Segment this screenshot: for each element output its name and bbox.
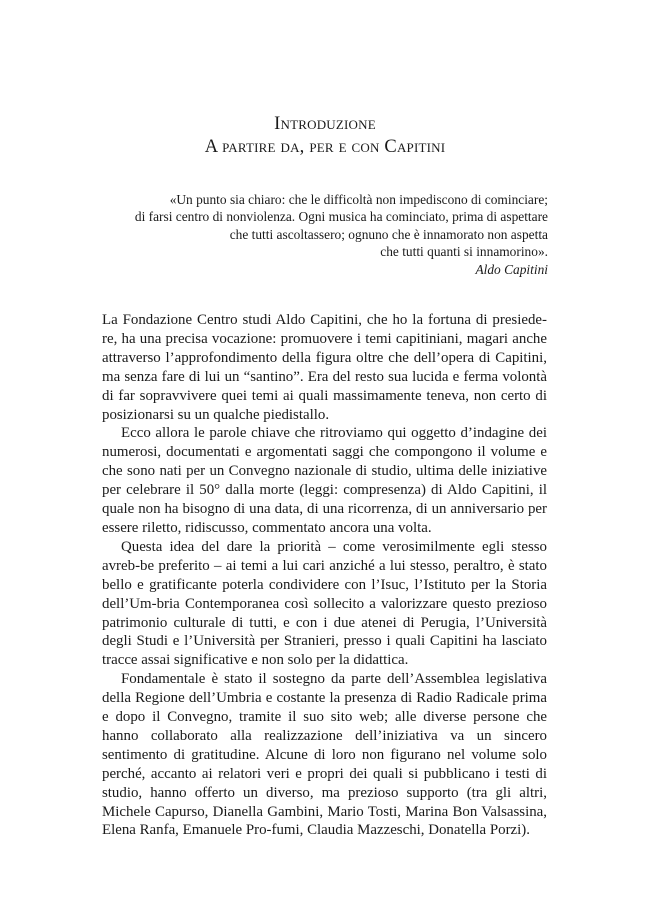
paragraph: Ecco allora le parole chiave che ritroviamo qui oggetto d’indagine dei numerosi, documentati e argomentati saggi che compongono il volume e che sono nati per un Convegno nazionale di studio, ultima delle iniziative per celebrare il 50° dalla morte (leggi: compresenza) di Aldo Capitini, il quale non ha bisogno di una data, di una ricorrenza, di un anniversario per essere riletto, ridiscusso, commentato ancora una volta. bbox=[102, 425, 547, 536]
epigraph-line: di farsi centro di nonviolenza. Ogni musica ha cominciato, prima di aspettare bbox=[134, 209, 548, 225]
epigraph-line: che tutti ascoltassero; ognuno che è innamorato non aspetta bbox=[229, 226, 548, 242]
paragraph: La Fondazione Centro studi Aldo Capitini, che ho la fortuna di presiede-re, ha una precisa vocazione: promuovere i temi capitiniani, magari anche attraverso l’approfondimento della figura oltre che dell’opera di Capitini, ma senza fare di lui un “santino”. Era del resto sua lucida e ferma volontà di far sopravvivere quei temi ai quali massimamente teneva, non certo di posizionarsi su un qualche piedistallo. bbox=[102, 312, 547, 423]
chapter-heading bbox=[0, 113, 650, 159]
chapter-title: Introduzione bbox=[274, 114, 376, 134]
epigraph-line: «Un punto sia chiaro: che le difficoltà non impediscono di cominciare; bbox=[169, 192, 548, 207]
paragraph: Fondamentale è stato il sostegno da parte dell’Assemblea legislativa della Regione dell’Umbria e costante la presenza di Radio Radicale prima e dopo il Convegno, tramite il suo sito web; alle diverse persone che hanno collaborato alla realizzazione dell’iniziativa va un sincero sentimento di gratitudine. Alcune di loro non figurano nel volume solo perché, accanto ai relatori veri e propri dei quali si pubblicano i testi di studio, hanno offerto un diverso, ma prezioso supporto (tra gli altri, Michele Capurso, Dianella Gambini, Mario Tosti, Marina Bon Valsassina, Elena Ranfa, Emanuele Pro-fumi, Claudia Mazzeschi, Donatella Porzi). bbox=[102, 671, 547, 839]
chapter-subtitle: A partire da, per e con Capitini bbox=[204, 137, 446, 157]
epigraph-line: che tutti quanti si innamorino». bbox=[380, 244, 548, 260]
epigraph-author: Aldo Capitini bbox=[475, 261, 548, 277]
epigraph-quote bbox=[135, 191, 548, 278]
body-text bbox=[102, 311, 547, 840]
paragraph: Questa idea del dare la priorità – come verosimilmente egli stesso avreb-be preferito – ai temi a lui cari anziché a lui stesso, peraltro, è stato bello e gratificante poterla condividere con l’Isuc, l’Istituto per la Storia dell’Um-bria Contemporanea così sollecito a valorizzare questo prezioso patrimonio culturale di tutti, e con i due atenei di Perugia, l’Università degli Studi e l’Università per Stranieri, presso i quali Capitini ha lasciato tracce assai significative e non solo per la didattica. bbox=[102, 538, 547, 669]
